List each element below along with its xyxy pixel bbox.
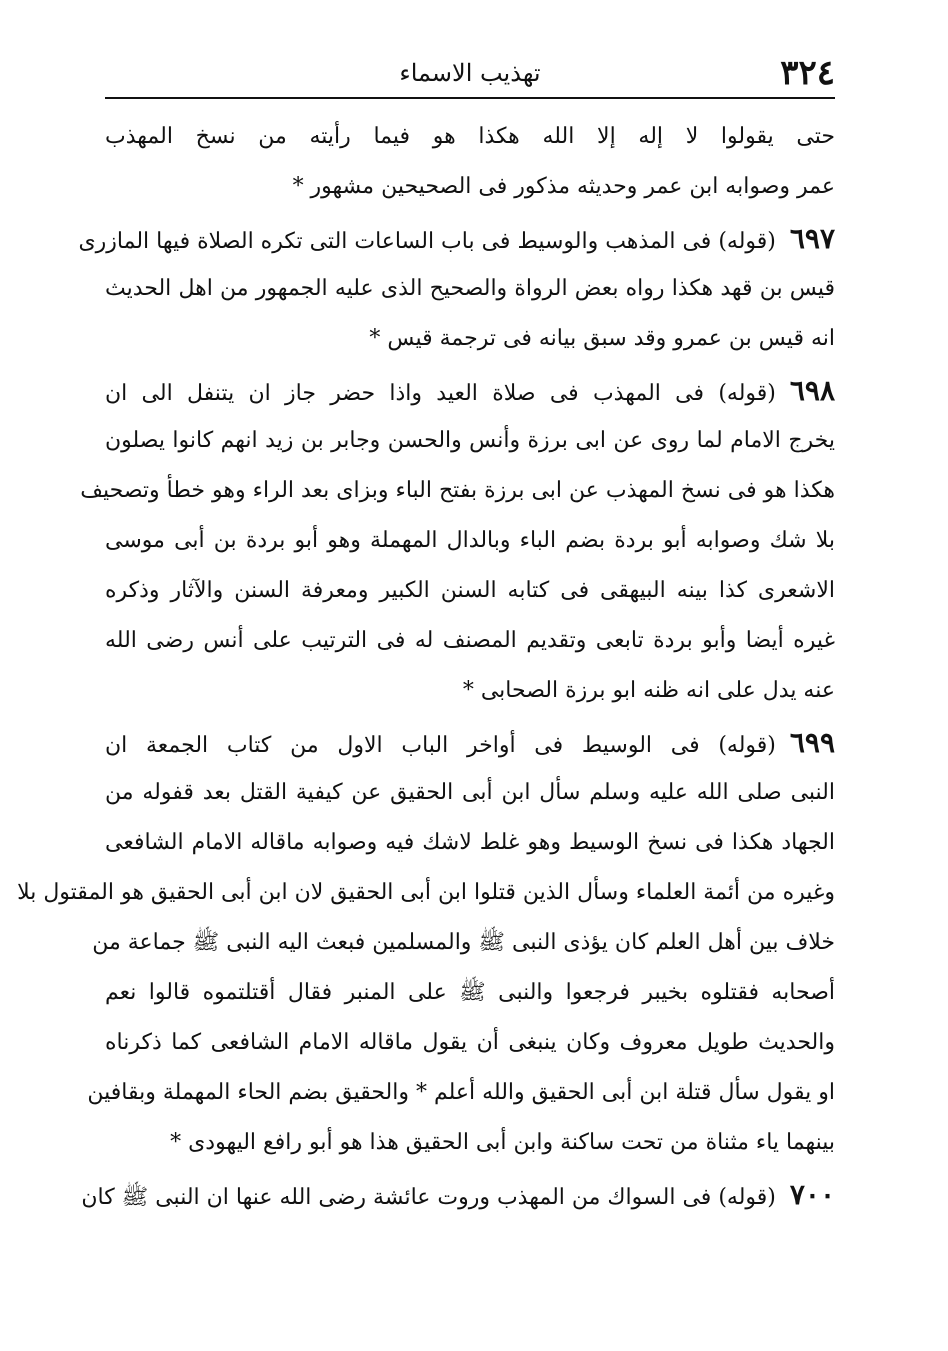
page-number: ٣٢٤ xyxy=(780,53,835,93)
text-line: الجهاد هكذا فى نسخ الوسيط وهو غلط لاشك فيه وصوابه ماقاله الامام الشافعى xyxy=(105,830,835,855)
text-line: او يقول سأل قتلة ابن أبى الحقيق والله أعلم * والحقيق بضم الحاء المهملة وبقافين xyxy=(87,1080,835,1105)
text-line: هكذا هو فى نسخ المهذب عن ابى برزة بفتح الباء وبزاى بعد الراء وهو خطأ وتصحيف xyxy=(80,478,835,503)
text-line: أصحابه فقتلوه بخيبر فرجعوا والنبى ﷺ على المنبر فقال أقتلتموه قالوا نعم xyxy=(105,980,835,1005)
text-line-content: (قوله) فى السواك من المهذب وروت عائشة رضى الله عنها ان النبى ﷺ كان xyxy=(81,1185,776,1210)
entry-number: ٦٩٨ xyxy=(789,374,835,407)
page-header xyxy=(105,48,835,98)
text-line xyxy=(78,214,835,264)
text-line: وغيره من أئمة العلماء وسأل الذين قتلوا ابن أبى الحقيق لان ابن أبى الحقيق هو المقتول بلا xyxy=(17,880,835,905)
text-line xyxy=(81,1170,835,1220)
text-line: خلاف بين أهل العلم كان يؤذى النبى ﷺ والمسلمين فبعث اليه النبى ﷺ جماعة من xyxy=(92,930,835,955)
text-line: النبى صلى الله عليه وسلم سأل ابن أبى الحقيق عن كيفية القتل بعد قفوله من xyxy=(105,780,835,805)
text-line xyxy=(105,718,835,768)
text-line: حتى يقولوا لا إله إلا الله هكذا هو فيما رأيته من نسخ المهذب xyxy=(105,124,835,149)
entry-697 xyxy=(78,214,835,364)
entry-continuation xyxy=(105,112,835,212)
text-line: عنه يدل على انه ظنه ابو برزة الصحابى * xyxy=(462,678,835,703)
page-body xyxy=(17,112,835,1220)
text-line: غيره أيضا وأبو بردة تابعى وتقديم المصنف له فى الترتيب على أنس رضى الله xyxy=(105,628,835,653)
text-line xyxy=(105,366,835,416)
text-line: انه قيس بن عمرو وقد سبق بيانه فى ترجمة قيس * xyxy=(369,326,835,351)
text-line-content: (قوله) فى الوسيط فى أواخر الباب الاول من كتاب الجمعة ان xyxy=(105,733,776,758)
text-line: بينهما ياء مثناة من تحت ساكنة وابن أبى الحقيق هذا هو أبو رافع اليهودى * xyxy=(170,1130,835,1155)
text-line: عمر وصوابه ابن عمر وحديثه مذكور فى الصحيحين مشهور * xyxy=(292,174,835,199)
text-line-content: (قوله) فى المهذب فى صلاة العيد واذا حضر جاز ان يتنفل الى ان xyxy=(105,381,776,406)
text-line: الاشعرى كذا بينه البيهقى فى كتابه السنن الكبير ومعرفة السنن والآثار وذكره xyxy=(105,578,835,603)
entry-number: ٦٩٧ xyxy=(789,222,835,255)
entry-number: ٦٩٩ xyxy=(789,726,835,759)
text-line: قيس بن قهد هكذا رواه بعض الرواة والصحيح الذى عليه الجمهور من اهل الحديث xyxy=(105,276,835,301)
running-title: تهذيب الاسماء xyxy=(399,59,541,87)
entry-698 xyxy=(80,366,835,716)
entry-699 xyxy=(17,718,835,1168)
text-line: بلا شك وصوابه أبو بردة بضم الباء وبالدال المهملة وهو أبو بردة بن أبى موسى xyxy=(105,528,835,553)
text-line: يخرج الامام لما روى عن ابى برزة وأنس والحسن وجابر بن زيد انهم كانوا يصلون xyxy=(105,428,835,453)
text-line: والحديث طويل معروف وكان ينبغى أن يقول ماقاله الامام الشافعى كما ذكرناه xyxy=(105,1030,835,1055)
entry-number: ٧٠٠ xyxy=(789,1178,835,1211)
entry-700 xyxy=(81,1170,835,1220)
header-rule xyxy=(105,97,835,99)
text-line-content: (قوله) فى المذهب والوسيط فى باب الساعات التى تكره الصلاة فيها المازرى xyxy=(78,229,776,254)
